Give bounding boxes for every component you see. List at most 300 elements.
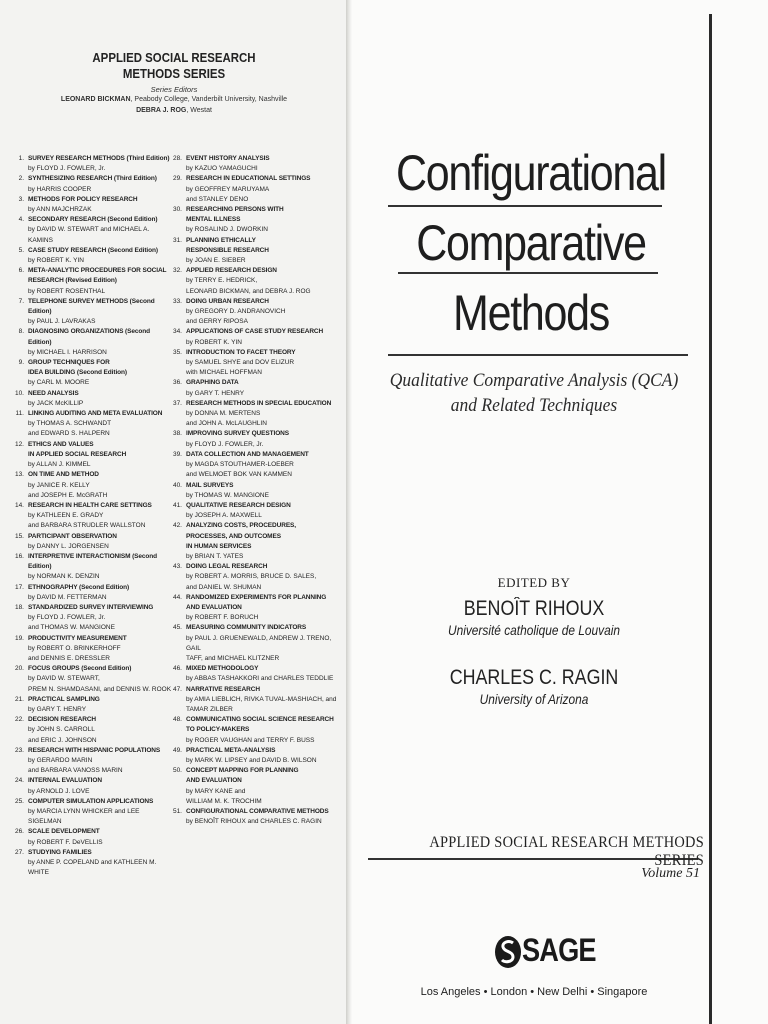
book-author: and ERIC J. JOHNSON	[28, 736, 97, 744]
book-author: by JOSEPH A. MAXWELL	[186, 512, 262, 520]
series-book-entry	[12, 327, 172, 358]
series-header	[0, 50, 348, 116]
book-title: AND EVALUATION	[186, 777, 242, 785]
book-entry-body	[186, 766, 338, 807]
book-entry-body	[28, 409, 172, 440]
book-entry-body	[186, 429, 338, 449]
series-book-entry	[12, 409, 172, 440]
series-book-entry	[12, 215, 172, 246]
book-number: 29.	[172, 175, 182, 183]
series-book-entry	[170, 327, 338, 347]
book-entry-body	[186, 154, 338, 174]
book-author: by DONNA M. MERTENS	[186, 410, 261, 418]
book-number: 24.	[14, 777, 24, 785]
series-editor-2	[0, 105, 348, 116]
book-number: 8.	[18, 328, 24, 336]
series-list-page	[0, 0, 348, 1024]
book-author: by KAZUO YAMAGUCHI	[186, 165, 258, 173]
book-author: by GERARDO MARIN	[28, 756, 93, 764]
publisher-name: SAGE	[522, 932, 596, 968]
book-title: APPLICATIONS OF CASE STUDY RESEARCH	[186, 328, 324, 336]
book-entry-body	[186, 205, 338, 236]
book-number: 9.	[18, 359, 24, 367]
book-author: and BARBARA VANOSS MARIN	[28, 767, 123, 775]
series-book-entry	[12, 440, 172, 471]
book-author: by ABBAS TASHAKKORI and CHARLES TEDDLIE	[186, 675, 334, 683]
book-author: and JOHN A. McLAUGHLIN	[186, 420, 267, 428]
book-title: LINKING AUDITING AND META EVALUATION	[28, 410, 163, 418]
book-entry-body	[28, 664, 172, 695]
book-author: by BENOÎT RIHOUX and CHARLES C. RAGIN	[186, 818, 322, 826]
series-editor-1	[0, 94, 348, 105]
series-book-entry	[12, 634, 172, 665]
book-number: 6.	[18, 267, 24, 275]
series-book-entry	[170, 593, 338, 624]
book-author: by MAGDA STOUTHAMER-LOEBER	[186, 461, 294, 469]
book-author: by ROSALIND J. DWORKIN	[186, 226, 268, 234]
book-entry-body	[186, 664, 338, 684]
book-entry-body	[186, 715, 338, 746]
book-author: by THOMAS W. MANGIONE	[186, 491, 269, 499]
series-book-entry	[12, 358, 172, 389]
book-title: RESEARCHING PERSONS WITH	[186, 206, 284, 214]
book-title: ANALYZING COSTS, PROCEDURES,	[186, 522, 297, 530]
book-entry-body	[186, 266, 338, 297]
sage-logo-icon	[492, 934, 524, 970]
book-entry-body	[28, 195, 172, 215]
title-rule-3	[388, 354, 688, 356]
book-author: by MARK W. LIPSEY and DAVID B. WILSON	[186, 756, 317, 764]
book-entry-body	[28, 695, 172, 715]
book-title: SECONDARY RESEARCH (Second Edition)	[28, 216, 158, 224]
book-author: WILLIAM M. K. TROCHIM	[186, 797, 262, 805]
book-author: by JOAN E. SIEBER	[186, 257, 246, 265]
book-title: CONCEPT MAPPING FOR PLANNING	[186, 767, 299, 775]
book-title: QUALITATIVE RESEARCH DESIGN	[186, 501, 291, 509]
book-author: by MARCIA LYNN WHICKER and LEE SIGELMAN	[28, 808, 140, 826]
book-entry-body	[186, 174, 338, 205]
book-title: STANDARDIZED SURVEY INTERVIEWING	[28, 603, 154, 611]
book-entry-body	[28, 358, 172, 389]
book-title-line2: Comparative	[416, 215, 646, 271]
book-number: 33.	[172, 297, 182, 305]
book-entry-body	[28, 266, 172, 297]
series-book-entry	[170, 521, 338, 562]
book-title: IN APPLIED SOCIAL RESEARCH	[28, 450, 127, 458]
book-title: AND EVALUATION	[186, 603, 242, 611]
book-author: LEONARD BICKMAN, and DEBRA J. ROG	[186, 287, 311, 295]
series-book-entry	[170, 429, 338, 449]
book-author: and DENNIS E. DRESSLER	[28, 654, 111, 662]
book-entry-body	[28, 297, 172, 328]
book-author: by DAVID W. STEWART and MICHAEL A. KAMINS	[28, 226, 150, 244]
book-title: FOCUS GROUPS (Second Edition)	[28, 665, 132, 673]
book-author: and STANLEY DENO	[186, 195, 249, 203]
volume-number: Volume 51	[641, 866, 700, 881]
book-entry-body	[28, 532, 172, 552]
book-title: COMMUNICATING SOCIAL SCIENCE RESEARCH	[186, 716, 334, 724]
book-number: 51.	[172, 808, 182, 815]
book-title: ETHICS AND VALUES	[28, 440, 94, 448]
book-author: by JACK McKILLIP	[28, 399, 84, 407]
book-number: 13.	[14, 471, 24, 479]
series-book-entry	[170, 174, 338, 205]
book-author: and EDWARD S. HALPERN	[28, 430, 110, 438]
title-rule-1	[388, 205, 662, 207]
publisher-logo	[492, 930, 612, 976]
book-title: CASE STUDY RESEARCH (Second Edition)	[28, 246, 158, 254]
book-author: by PAUL J. GRUENEWALD, ANDREW J. TRENO, GAIL	[186, 634, 332, 652]
book-editors	[352, 575, 716, 707]
series-book-entry	[12, 532, 172, 552]
book-author: by BRIAN T. YATES	[186, 552, 244, 560]
book-title: MAIL SURVEYS	[186, 481, 234, 489]
book-number: 45.	[172, 624, 182, 632]
book-title: NARRATIVE RESEARCH	[186, 685, 260, 693]
series-book-entry	[170, 715, 338, 746]
book-number: 19.	[14, 634, 24, 642]
book-author: by ROBERT ROSENTHAL	[28, 287, 106, 295]
book-title: PRODUCTIVITY MEASUREMENT	[28, 634, 127, 642]
book-author: by ANNE P. COPELAND and KATHLEEN M. WHITE	[28, 859, 157, 877]
book-entry-body	[186, 562, 338, 593]
book-entry-body	[28, 327, 172, 358]
book-author: by GREGORY D. ANDRANOVICH	[186, 308, 286, 316]
book-title: IDEA BUILDING (Second Edition)	[28, 369, 127, 377]
book-author: by DAVID M. FETTERMAN	[28, 593, 107, 601]
book-title: GROUP TECHNIQUES FOR	[28, 359, 110, 367]
editor-2-affiliation: University of Arizona	[479, 691, 589, 707]
book-number: 7.	[18, 297, 24, 305]
book-entry-body	[28, 583, 172, 603]
book-number: 42.	[172, 522, 182, 530]
book-entry-body	[28, 154, 172, 174]
series-book-entry	[170, 562, 338, 593]
series-editor-1-name: LEONARD BICKMAN	[60, 96, 131, 103]
book-author: by DAVID W. STEWART,	[28, 675, 100, 683]
book-title: RESEARCH METHODS IN SPECIAL EDUCATION	[186, 399, 332, 407]
book-author: by JOHN S. CARROLL	[28, 726, 95, 734]
book-number: 22.	[14, 716, 24, 724]
series-book-entry	[170, 746, 338, 766]
book-number: 5.	[18, 246, 24, 254]
book-author: by GEOFFREY MARUYAMA	[186, 185, 270, 193]
book-entry-body	[28, 501, 172, 532]
book-author: by AMIA LIEBLICH, RIVKA TUVAL-MASHIACH, and	[186, 695, 337, 703]
book-title: IN HUMAN SERVICES	[186, 542, 252, 550]
book-entry-body	[186, 236, 338, 267]
book-author: by FLOYD J. FOWLER, Jr.	[28, 614, 106, 622]
book-author: by GARY T. HENRY	[28, 705, 87, 713]
book-number: 10.	[14, 389, 24, 397]
book-entry-body	[186, 378, 338, 398]
title-rule-2	[398, 272, 658, 274]
book-author: by ROGER VAUGHAN and TERRY F. BUSS	[186, 736, 315, 744]
book-number: 44.	[172, 593, 182, 601]
book-title: SURVEY RESEARCH METHODS (Third Edition)	[28, 155, 170, 162]
book-author: by KATHLEEN E. GRADY	[28, 512, 104, 520]
series-title-line2: METHODS SERIES	[122, 66, 226, 81]
book-number: 34.	[172, 328, 182, 336]
book-entry-body	[186, 521, 338, 562]
book-title: SYNTHESIZING RESEARCH (Third Edition)	[28, 175, 157, 183]
series-book-entry	[170, 685, 338, 716]
book-title: COMPUTER SIMULATION APPLICATIONS	[28, 797, 154, 805]
series-book-entry	[170, 399, 338, 430]
series-book-entry	[12, 715, 172, 746]
book-title: EVENT HISTORY ANALYSIS	[186, 155, 270, 162]
book-title-line1: Configurational	[396, 145, 666, 201]
book-number: 18.	[14, 603, 24, 611]
book-title: RESEARCH IN HEALTH CARE SETTINGS	[28, 501, 152, 509]
book-title: METHODS FOR POLICY RESEARCH	[28, 195, 138, 203]
book-author: by THOMAS A. SCHWANDT	[28, 420, 112, 428]
book-author: and BARBARA STRUDLER WALLSTON	[28, 522, 146, 530]
series-book-entry	[170, 378, 338, 398]
series-book-entry	[12, 174, 172, 194]
book-author: TAMAR ZILBER	[186, 705, 233, 713]
book-title: RESEARCH (Revised Edition)	[28, 277, 117, 285]
book-author: by MICHAEL I. HARRISON	[28, 348, 107, 356]
series-book-entry	[170, 623, 338, 664]
series-book-entry	[12, 776, 172, 796]
book-author: by TERRY E. HEDRICK,	[186, 277, 258, 285]
editor-2-name: CHARLES C. RAGIN	[449, 666, 619, 689]
book-author: and JOSEPH E. McGRATH	[28, 491, 108, 499]
book-number: 49.	[172, 746, 182, 754]
book-title: NEED ANALYSIS	[28, 389, 79, 397]
book-number: 23.	[14, 746, 24, 754]
series-book-entry	[12, 195, 172, 215]
book-number: 17.	[14, 583, 24, 591]
book-title: DIAGNOSING ORGANIZATIONS (Second Edition)	[28, 328, 150, 346]
book-author: and GERRY RIPOSA	[186, 318, 248, 326]
book-author: by ROBERT K. YIN	[28, 257, 84, 265]
book-number: 15.	[14, 532, 24, 540]
series-book-entry	[170, 154, 338, 174]
book-number: 4.	[18, 216, 24, 224]
book-subtitle-line2: and Related Techniques	[450, 395, 618, 416]
book-number: 1.	[18, 155, 24, 162]
book-number: 14.	[14, 501, 24, 509]
series-book-entry	[170, 807, 338, 827]
book-title: RANDOMIZED EXPERIMENTS FOR PLANNING	[186, 593, 327, 601]
book-title: DATA COLLECTION AND MANAGEMENT	[186, 450, 309, 458]
series-book-entry	[170, 450, 338, 481]
series-book-entry	[170, 766, 338, 807]
book-entry-body	[186, 327, 338, 347]
book-author: by FLOYD J. FOWLER, Jr.	[28, 165, 106, 173]
book-number: 37.	[172, 399, 182, 407]
book-author: and WELMOET BOK VAN KAMMEN	[186, 471, 292, 479]
book-list-column-1	[12, 154, 172, 878]
book-title: DOING LEGAL RESEARCH	[186, 563, 268, 571]
book-number: 38.	[172, 430, 182, 438]
series-book-entry	[12, 827, 172, 847]
series-book-entry	[170, 297, 338, 328]
series-book-entry	[12, 797, 172, 828]
book-number: 12.	[14, 440, 24, 448]
book-author: by ALLAN J. KIMMEL	[28, 461, 91, 469]
publisher-locations: Los Angeles • London • New Delhi • Singapore	[420, 986, 648, 998]
book-title: CONFIGURATIONAL COMPARATIVE METHODS	[186, 808, 329, 815]
book-title: PARTICIPANT OBSERVATION	[28, 532, 117, 540]
book-entry-body	[28, 797, 172, 828]
book-author: by GARY T. HENRY	[186, 389, 245, 397]
book-number: 11.	[15, 410, 24, 418]
book-entry-body	[28, 603, 172, 634]
book-title: APPLIED RESEARCH DESIGN	[186, 267, 277, 275]
book-title: SCALE DEVELOPMENT	[28, 828, 100, 836]
book-entry-body	[28, 746, 172, 777]
book-author: by ROBERT F. BORUCH	[186, 614, 259, 622]
series-book-entry	[170, 501, 338, 521]
book-entry-body	[28, 776, 172, 796]
book-title: RESPONSIBLE RESEARCH	[186, 246, 269, 254]
book-entry-body	[186, 593, 338, 624]
book-author: by FLOYD J. FOWLER, Jr.	[186, 440, 264, 448]
book-author: with MICHAEL HOFFMAN	[186, 369, 262, 377]
book-entry-body	[186, 746, 338, 766]
book-title: ETHNOGRAPHY (Second Edition)	[28, 583, 130, 591]
book-author: by SAMUEL SHYE and DOV ELIZUR	[186, 359, 295, 367]
book-number: 48.	[172, 716, 182, 724]
book-entry-body	[28, 246, 172, 266]
book-entry-body	[186, 501, 338, 521]
series-book-entry	[12, 501, 172, 532]
series-book-entry	[12, 389, 172, 409]
book-number: 3.	[18, 195, 24, 203]
book-number: 36.	[172, 379, 182, 387]
book-entry-body	[186, 807, 338, 827]
book-entry-body	[28, 440, 172, 471]
book-subtitle-line1: Qualitative Comparative Analysis (QCA)	[389, 370, 679, 391]
book-number: 32.	[172, 267, 182, 275]
book-number: 25.	[14, 797, 24, 805]
book-number: 47.	[172, 685, 182, 693]
book-number: 41.	[172, 501, 182, 509]
book-title: RESEARCH IN EDUCATIONAL SETTINGS	[186, 175, 311, 183]
book-title: PROCESSES, AND OUTCOMES	[186, 532, 281, 540]
book-entry-body	[28, 174, 172, 194]
book-title: MENTAL ILLNESS	[186, 216, 241, 224]
book-entry-body	[186, 685, 338, 716]
book-number: 30.	[172, 206, 182, 214]
series-book-entry	[12, 848, 172, 879]
series-book-entry	[170, 664, 338, 684]
book-title: GRAPHING DATA	[186, 379, 239, 387]
book-entry-body	[28, 848, 172, 879]
series-book-entry	[12, 246, 172, 266]
book-entry-body	[186, 623, 338, 664]
series-book-entry	[12, 746, 172, 777]
book-author: by CARL M. MOORE	[28, 379, 90, 387]
book-entry-body	[28, 634, 172, 665]
book-entry-body	[28, 715, 172, 746]
series-book-entry	[12, 266, 172, 297]
book-author: by ROBERT F. DeVELLIS	[28, 838, 103, 846]
book-title	[352, 138, 710, 348]
editor-1-name: BENOÎT RIHOUX	[463, 597, 605, 620]
series-book-entry	[12, 664, 172, 695]
book-title: IMPROVING SURVEY QUESTIONS	[186, 430, 289, 438]
series-book-entry	[12, 470, 172, 501]
series-book-entry	[170, 481, 338, 501]
book-entry-body	[28, 389, 172, 409]
book-number: 43.	[172, 563, 182, 571]
book-list-column-2	[170, 154, 338, 827]
book-number: 40.	[172, 481, 182, 489]
book-author: by MARY KANE and	[186, 787, 246, 795]
book-entry-body	[28, 827, 172, 847]
book-title: PLANNING ETHICALLY	[186, 236, 256, 244]
book-number: 16.	[14, 552, 24, 560]
series-book-entry	[12, 552, 172, 583]
book-author: and DANIEL W. SHUMAN	[186, 583, 262, 591]
book-title: TO POLICY-MAKERS	[186, 726, 250, 734]
book-number: 31.	[172, 236, 182, 244]
series-book-entry	[12, 603, 172, 634]
book-title: PRACTICAL SAMPLING	[28, 695, 100, 703]
book-entry-body	[186, 297, 338, 328]
book-number: 27.	[14, 848, 24, 856]
series-book-entry	[12, 695, 172, 715]
book-author: by ROBERT K. YIN	[186, 338, 242, 346]
book-author: by DANNY L. JORGENSEN	[28, 542, 109, 550]
book-title: DOING URBAN RESEARCH	[186, 297, 269, 305]
book-entry-body	[186, 399, 338, 430]
book-title: TELEPHONE SURVEY METHODS (Second Edition)	[28, 297, 155, 316]
series-editor-2-affil: , Westat	[186, 107, 212, 114]
book-title: STUDYING FAMILIES	[28, 848, 92, 856]
series-title-line1: APPLIED SOCIAL RESEARCH	[92, 50, 256, 65]
book-author: TAFF, and MICHAEL KLITZNER	[186, 654, 280, 662]
book-entry-body	[28, 470, 172, 501]
book-number: 50.	[172, 767, 182, 775]
book-author: by NORMAN K. DENZIN	[28, 573, 100, 581]
book-title: INTERNAL EVALUATION	[28, 777, 102, 785]
series-editor-1-affil: , Peabody College, Vanderbilt University, Nashville	[130, 96, 288, 103]
book-entry-body	[186, 481, 338, 501]
book-number: 35.	[172, 348, 182, 356]
book-number: 28.	[172, 155, 182, 162]
book-number: 2.	[18, 175, 24, 183]
book-title: INTERPRETIVE INTERACTIONISM (Second Edition)	[28, 552, 158, 571]
editor-1-affiliation: Université catholique de Louvain	[447, 622, 620, 638]
book-number: 46.	[172, 665, 182, 673]
series-editor-2-name: DEBRA J. ROG	[136, 107, 187, 114]
book-title: ON TIME AND METHOD	[28, 471, 99, 479]
book-author: by ARNOLD J. LOVE	[28, 787, 90, 795]
edited-by-label: EDITED BY	[497, 575, 571, 590]
book-author: by ROBERT A. MORRIS, BRUCE D. SALES,	[186, 573, 317, 581]
series-book-entry	[170, 266, 338, 297]
book-entry-body	[186, 450, 338, 481]
book-title-line3: Methods	[453, 285, 609, 341]
book-entry-body	[28, 215, 172, 246]
book-author: by JANICE R. KELLY	[28, 481, 90, 489]
book-author: and THOMAS W. MANGIONE	[28, 624, 115, 632]
series-book-entry	[170, 348, 338, 379]
book-title: MIXED METHODOLOGY	[186, 665, 259, 673]
book-author: by HARRIS COOPER	[28, 185, 92, 193]
series-book-entry	[12, 297, 172, 328]
series-book-entry	[12, 583, 172, 603]
book-author: by ROBERT O. BRINKERHOFF	[28, 644, 121, 652]
book-number: 39.	[172, 450, 182, 458]
book-title: RESEARCH WITH HISPANIC POPULATIONS	[28, 746, 161, 754]
series-book-entry	[12, 154, 172, 174]
